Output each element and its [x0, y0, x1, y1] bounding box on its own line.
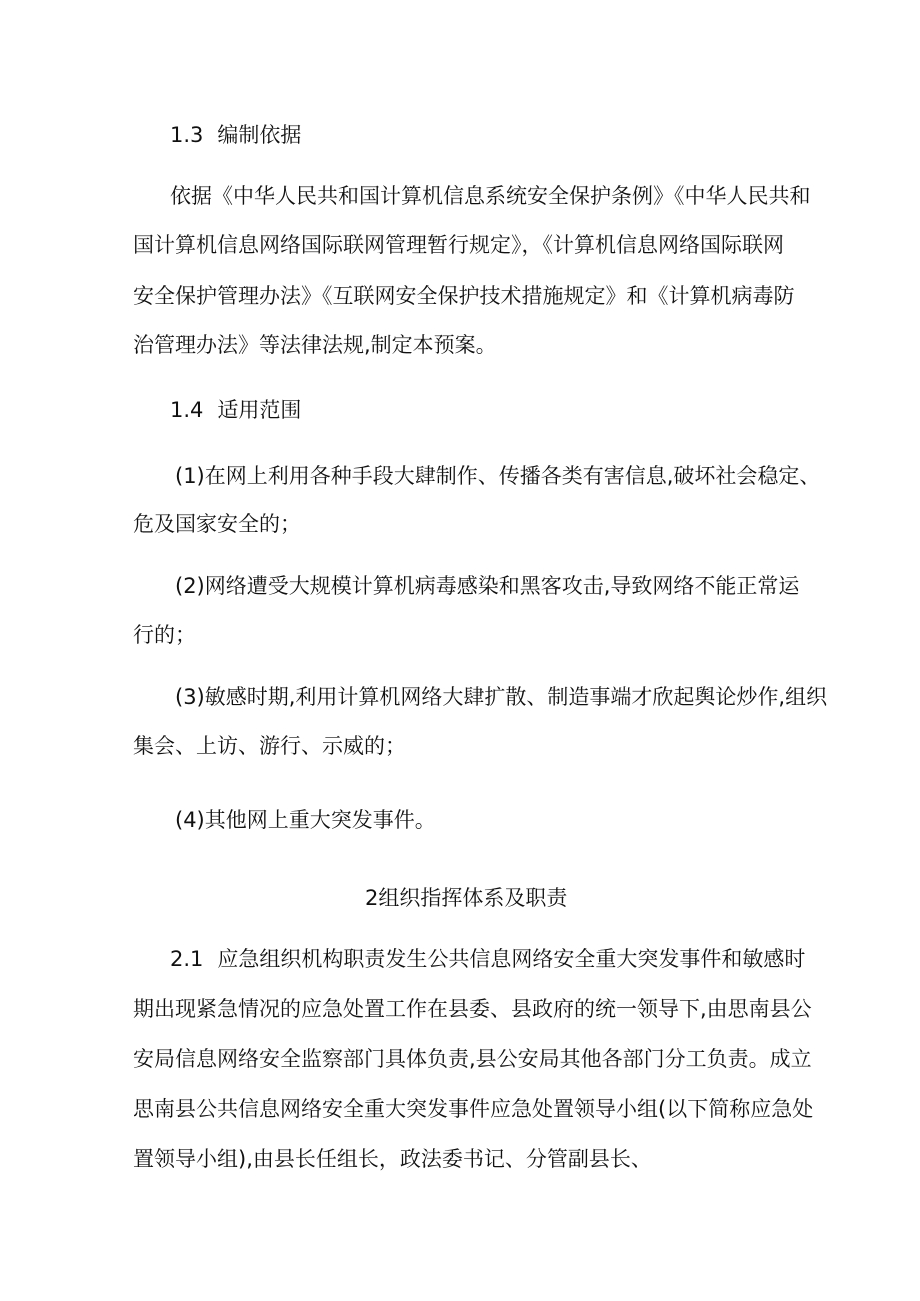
section-1-4-heading	[170, 395, 301, 425]
list-item-line: (4)其他网上重大突发事件。	[175, 808, 436, 832]
section-1-3-heading	[170, 120, 301, 150]
list-item-line: (2)网络遭受大规模计算机病毒感染和黑客攻击,导致网络不能正常运	[175, 574, 800, 598]
list-item-line: 行的；	[133, 623, 196, 647]
section-title: 编制依据	[217, 123, 302, 147]
chapter-title: 2组织指挥体系及职责	[365, 886, 568, 910]
paragraph-line: 国计算机信息网络国际联网管理暂行规定》，《计算机信息网络国际联网	[133, 233, 784, 257]
paragraph-line: 思南县公共信息网络安全重大突发事件应急处置领导小组(以下简称应急处	[133, 1097, 814, 1121]
paragraph-line: 期出现紧急情况的应急处置工作在县委、县政府的统一领导下,由思南县公	[133, 997, 812, 1021]
paragraph-line: 治管理办法》等法律法规,制定本预案。	[133, 333, 497, 357]
list-item-line: 危及国家安全的；	[133, 512, 301, 536]
section-number: 2.1	[170, 947, 204, 971]
paragraph-text: 应急组织机构职责发生公共信息网络安全重大突发事件和敏感时	[217, 947, 806, 971]
section-number: 1.3	[170, 123, 204, 147]
paragraph-line: 依据《中华人民共和国计算机信息系统安全保护条例》《中华人民共和	[170, 184, 811, 208]
section-number: 1.4	[170, 398, 204, 422]
section-title: 适用范围	[217, 398, 302, 422]
paragraph-line: 安全保护管理办法》《互联网安全保护技术措施规定》和《计算机病毒防	[133, 284, 795, 308]
paragraph-line: 安局信息网络安全监察部门具体负责,县公安局其他各部门分工负责。成立	[133, 1047, 812, 1071]
section-2-1-first-line	[170, 944, 805, 974]
list-item-line: 集会、上访、游行、示威的；	[133, 734, 406, 758]
list-item-line: (3)敏感时期,利用计算机网络大肆扩散、制造事端才欣起舆论炒作,组织	[175, 685, 828, 709]
list-item-line: (1)在网上利用各种手段大肆制作、传播各类有害信息,破坏社会稳定、	[175, 464, 821, 488]
paragraph-line: 置领导小组),由县长任组长，政法委书记、分管副县长、	[133, 1147, 652, 1171]
